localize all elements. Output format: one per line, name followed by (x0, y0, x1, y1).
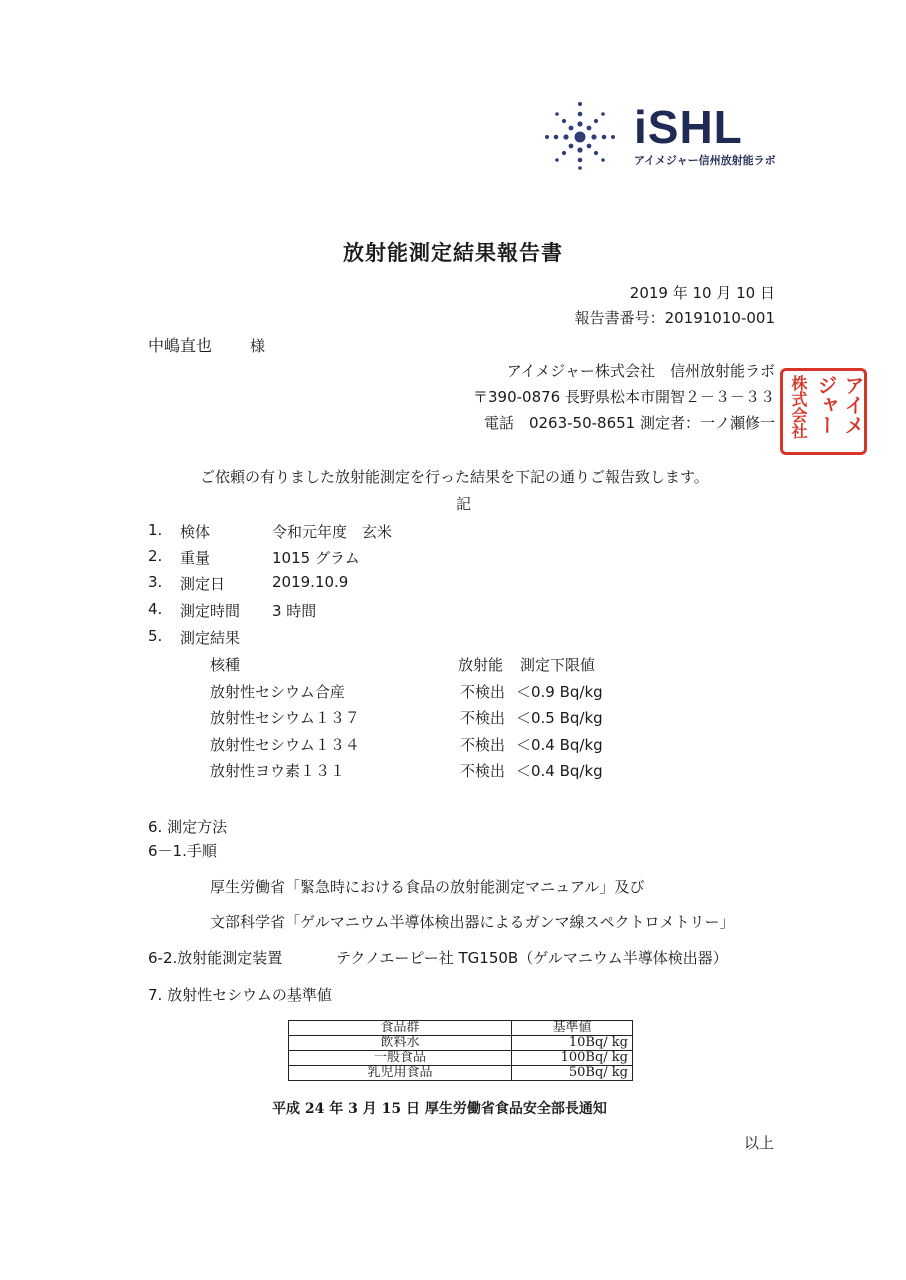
ki-mark: 記 (456, 495, 472, 513)
table-row (289, 1066, 633, 1081)
seal-text-1: アイメ (841, 375, 865, 435)
item-3-label: 測定日 (180, 575, 226, 593)
device-value: テクノエーピー社 TG150B（ゲルマニウム半導体検出器） (336, 949, 728, 967)
result-row-nuclide: 放射性セシウム合産 (210, 683, 345, 701)
table-cell-group: 一般食品 (289, 1051, 512, 1066)
result-row-activity: 不検出 (460, 683, 506, 701)
table-cell-value: 100Bq/ kg (512, 1051, 633, 1066)
logo-brand: iSHL (634, 101, 743, 153)
table-cell-value: 50Bq/ kg (512, 1066, 633, 1081)
seal-text-2: ジャー (814, 375, 838, 435)
item-2-label: 重量 (180, 549, 211, 567)
result-row-nuclide: 放射性ヨウ素１３１ (210, 762, 346, 780)
issuer-company: アイメジャー株式会社 信州放射能ラボ (506, 362, 775, 380)
results-header-nuclide: 核種 (210, 656, 241, 674)
table-row (289, 1036, 633, 1051)
item-3-value: 2019.10.9 (272, 573, 349, 591)
recipient-honorific: 様 (250, 337, 266, 355)
result-row-limit: ＜0.4 Bq/kg (516, 736, 603, 754)
item-4-label: 測定時間 (180, 602, 241, 620)
result-row-nuclide: 放射性セシウム１３７ (210, 709, 360, 727)
standards-note: 平成 24 年 3 月 15 日 厚生労働省食品安全部長通知 (272, 1101, 607, 1117)
item-5-num: 5. (148, 627, 163, 645)
method-heading: 6. 測定方法 (148, 818, 228, 836)
table-cell-group: 乳児用食品 (289, 1066, 512, 1081)
item-1-num: 1. (148, 521, 163, 539)
item-2-value: 1015 グラム (272, 549, 360, 567)
result-row-activity: 不検出 (460, 736, 506, 754)
closing-text: 以上 (744, 1134, 775, 1152)
ishl-logo (544, 100, 784, 170)
intro-text: ご依頼の有りました放射能測定を行った結果を下記の通りご報告致します。 (200, 468, 709, 486)
table-cell-value: 10Bq/ kg (512, 1036, 633, 1051)
company-seal (780, 368, 867, 455)
item-5-label: 測定結果 (180, 629, 241, 647)
item-4-num: 4. (148, 600, 163, 618)
report-number: 報告書番号：20191010-001 (574, 309, 775, 327)
result-row-activity: 不検出 (460, 709, 506, 727)
table-cell-group: 飲料水 (289, 1036, 512, 1051)
result-row-limit: ＜0.9 Bq/kg (516, 683, 603, 701)
issuer-address: 〒390-0876 長野県松本市開智２－３－３３ (473, 388, 775, 406)
table-header-value: 基準値 (512, 1021, 633, 1036)
item-1-label: 検体 (180, 523, 211, 541)
item-2-num: 2. (148, 547, 163, 565)
method-sub1: 6－1.手順 (148, 842, 217, 860)
item-4-value: 3 時間 (272, 602, 317, 620)
result-row-nuclide: 放射性セシウム１３４ (210, 736, 360, 754)
method-line-2: 文部科学省「ゲルマニウム半導体検出器によるガンマ線スペクトロメトリー」 (210, 913, 735, 931)
report-date: 2019 年 10 月 10 日 (629, 284, 775, 302)
seal-text-3: 株式会社 (789, 375, 808, 439)
starburst-logo-icon (544, 100, 624, 170)
method-line-1: 厚生労働省「緊急時における食品の放射能測定マニュアル」及び (210, 878, 645, 896)
results-header-limit: 測定下限値 (520, 656, 596, 674)
logo-subtitle: アイメジャー信州放射能ラボ (634, 154, 776, 167)
issuer-contact: 電話 0263-50-8651 測定者：一ノ瀬修一 (483, 414, 775, 432)
page-title: 放射能測定結果報告書 (343, 241, 563, 265)
device-label: 6-2.放射能測定装置 (148, 949, 283, 967)
standards-heading: 7. 放射性セシウムの基準値 (148, 986, 332, 1004)
results-header-activity: 放射能 (458, 656, 504, 674)
table-row (289, 1021, 633, 1036)
recipient-name: 中嶋直也 (148, 336, 213, 355)
standards-table (288, 1020, 633, 1081)
result-row-limit: ＜0.4 Bq/kg (516, 762, 603, 780)
table-header-group: 食品群 (289, 1021, 512, 1036)
item-1-value: 令和元年度 玄米 (272, 523, 393, 541)
result-row-limit: ＜0.5 Bq/kg (516, 709, 603, 727)
result-row-activity: 不検出 (460, 762, 506, 780)
item-3-num: 3. (148, 573, 163, 591)
table-row (289, 1051, 633, 1066)
